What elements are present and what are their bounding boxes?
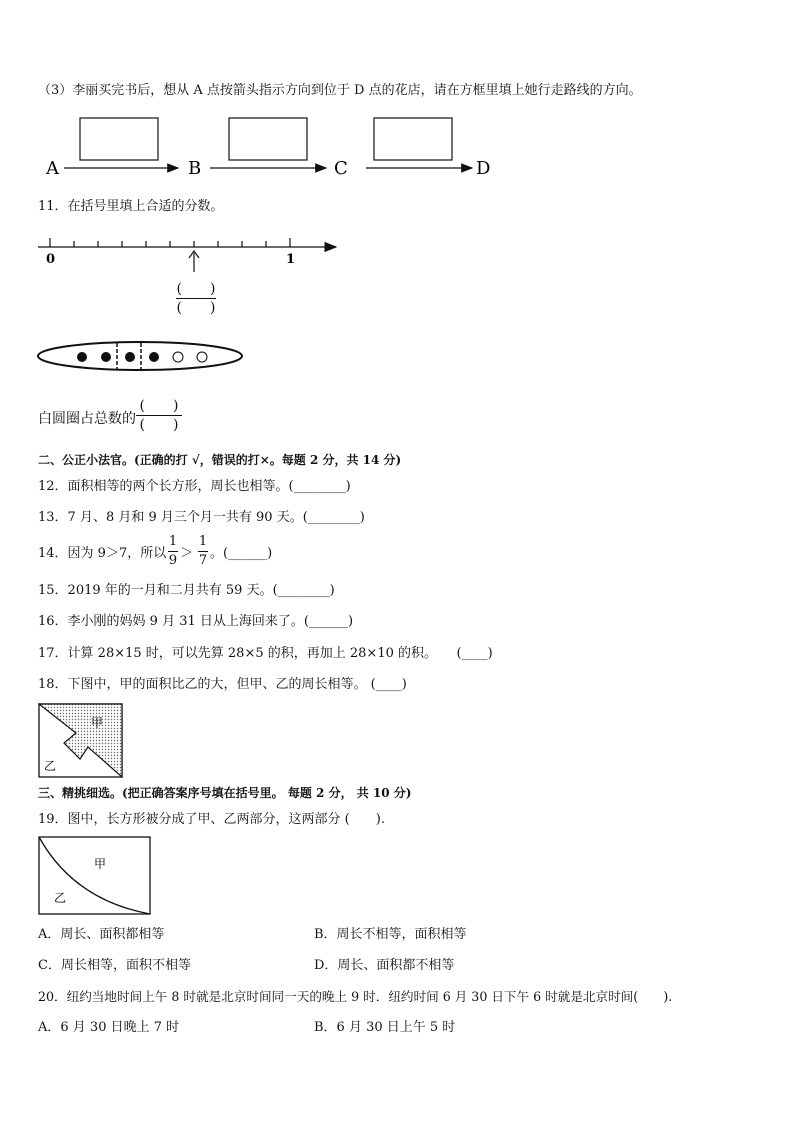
point-b: B xyxy=(188,158,202,179)
label-yi: 乙 xyxy=(44,759,57,773)
label-1: 1 xyxy=(286,252,296,267)
filled-bead xyxy=(77,352,87,362)
q14-fraction-2: 1 7 xyxy=(198,534,208,568)
filled-bead xyxy=(101,352,111,362)
q19: 19．图中，长方形被分成了甲、乙两部分，这两部分 ( ). xyxy=(38,812,385,827)
label-0: 0 xyxy=(46,252,56,267)
direction-box-1[interactable] xyxy=(80,118,158,160)
q19-option-d[interactable]: D．周长、面积都不相等 xyxy=(314,958,455,973)
q19-option-b[interactable]: B．周长不相等，面积相等 xyxy=(314,927,467,942)
q11-text: 11．在括号里填上合适的分数。 xyxy=(38,199,224,214)
q16: 16．李小刚的妈妈 9 月 31 日从上海回来了。(______) xyxy=(38,614,354,629)
q20: 20．纽约当地时间上午 8 时就是北京时间同一天的晚上 9 时．纽约时间 6 月 30 日下午 6 时就是北京时间( ). xyxy=(38,989,673,1004)
q15: 15．2019 年的一月和二月共有 59 天。(________) xyxy=(38,583,335,598)
label-yi: 乙 xyxy=(54,891,67,905)
frac-top: ( ) xyxy=(176,281,216,297)
q18-figure xyxy=(38,703,124,779)
frac-top: ( ) xyxy=(139,398,179,414)
route-diagram xyxy=(40,112,500,180)
white-circle-text: 白圆圈占总数的 xyxy=(38,411,136,427)
q14-gt: ＞ xyxy=(180,546,194,561)
frac-bottom: ( ) xyxy=(176,300,216,316)
q11-fraction-blank[interactable] xyxy=(176,281,216,316)
white-fraction-blank[interactable] xyxy=(136,398,182,433)
up-arrow-icon xyxy=(186,250,202,274)
number-line-ticks xyxy=(50,238,290,247)
point-d: D xyxy=(476,158,491,179)
q17: 17．计算 28×15 时，可以先算 28×5 的积，再加上 28×10 的积。 (____) xyxy=(38,646,493,661)
label-jia: 甲 xyxy=(94,857,107,871)
q20-option-a[interactable]: A．6 月 30 日晚上 7 时 xyxy=(38,1020,180,1035)
point-c: C xyxy=(334,158,348,179)
q18: 18．下图中，甲的面积比乙的大，但甲、乙的周长相等。 (____) xyxy=(38,677,407,692)
q19-option-a[interactable]: A．周长、面积都相等 xyxy=(38,927,165,942)
bead-ellipse xyxy=(36,338,248,374)
q19-figure xyxy=(38,836,152,916)
point-a: A xyxy=(46,158,59,179)
q14-suffix: 。(______) xyxy=(210,546,273,561)
filled-bead xyxy=(125,352,135,362)
empty-bead xyxy=(173,352,183,362)
direction-box-2[interactable] xyxy=(229,118,307,160)
q13: 13．7 月、8 月和 9 月三个月一共有 90 天。(________) xyxy=(38,510,365,525)
q14-fraction-1: 1 9 xyxy=(168,534,178,568)
q14-prefix: 14．因为 9＞7，所以 xyxy=(38,546,167,561)
section2-title: 二、公正小法官。(正确的打 √，错误的打×。每题 2 分，共 14 分) xyxy=(38,453,402,467)
q19-option-c[interactable]: C．周长相等，面积不相等 xyxy=(38,958,191,973)
q12: 12．面积相等的两个长方形，周长也相等。(________) xyxy=(38,479,351,494)
label-jia: 甲 xyxy=(91,716,104,730)
section3-title: 三、精挑细选。(把正确答案序号填在括号里。 每题 2 分， 共 10 分) xyxy=(38,786,412,800)
empty-bead xyxy=(197,352,207,362)
q10-3-text: （3）李丽买完书后，想从 A 点按箭头指示方向到位于 D 点的花店，请在方框里填上她行走路线的方向。 xyxy=(38,83,642,98)
q20-option-b[interactable]: B．6 月 30 日上午 5 时 xyxy=(314,1020,456,1035)
direction-box-3[interactable] xyxy=(374,118,452,160)
frac-bottom: ( ) xyxy=(139,417,179,433)
filled-bead xyxy=(149,352,159,362)
